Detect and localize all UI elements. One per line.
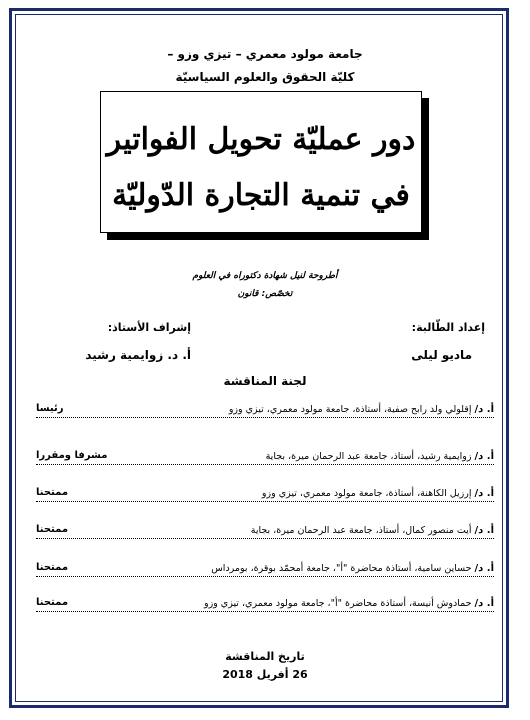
member-details: أيت منصور كمال، أستاذ، جامعة عبد الرحمان ميرة، بجاية <box>250 525 472 536</box>
thesis-degree: أطروحة لنيل شهادة دكتوراه في العلوم <box>192 271 338 281</box>
defense-date-label: تاريخ المناقشة <box>225 650 305 663</box>
dotted-leader <box>36 464 494 465</box>
committee-member-3 <box>36 488 494 506</box>
university-name: جامعة مولود معمري – تيزي وزو – <box>167 47 363 61</box>
member-role: ممتحنا <box>36 524 69 535</box>
committee-member-1 <box>36 404 494 422</box>
member-prefix: أ. د/ <box>474 451 494 462</box>
student-name: ماديو ليلى <box>411 348 472 362</box>
faculty-name: كليّة الحقوق والعلوم السياسيّة <box>175 70 355 84</box>
member-prefix: أ. د/ <box>474 598 494 609</box>
member-prefix: أ. د/ <box>474 488 494 499</box>
dotted-leader <box>36 611 494 612</box>
defense-date: 26 أفريل 2018 <box>222 668 308 681</box>
supervisor-label: إشراف الأستاذ: <box>107 321 191 334</box>
dotted-leader <box>36 501 494 502</box>
committee-member-4 <box>36 525 494 543</box>
member-prefix: أ. د/ <box>474 563 494 574</box>
member-details: حمادوش أنيسة، أستاذة محاضرة "أ"، جامعة مولود معمري، تيزي وزو <box>203 598 472 609</box>
member-role: ممتحنا <box>36 487 69 498</box>
member-role: ممتحنا <box>36 562 69 573</box>
member-prefix: أ. د/ <box>474 404 494 415</box>
committee-member-6 <box>36 598 494 616</box>
member-details: إقلولي ولد رابح صفية، أستاذة، جامعة مولود معمري، تيزي وزو <box>228 404 472 415</box>
member-role: ممتحنا <box>36 597 69 608</box>
member-details: إرزيل الكاهنة، أستاذة، جامعة مولود معمري، تيزي وزو <box>261 488 472 499</box>
member-role: مشرفا ومقررا <box>36 450 108 461</box>
student-label: إعداد الطّالبة: <box>411 321 485 334</box>
member-details: حساين سامية، أستاذة محاضرة "أ"، جامعة أمحمّد بوقرة، بومرداس <box>211 563 472 574</box>
supervisor-name: أ. د. زوايمية رشيد <box>85 348 191 362</box>
title-line-2: في تنمية التجارة الدّوليّة <box>112 178 410 213</box>
member-role: رئيسا <box>36 403 64 414</box>
dotted-leader <box>36 538 494 539</box>
member-details: زوايمية رشيد، أستاذ، جامعة عبد الرحمان ميرة، بجاية <box>265 451 472 462</box>
dotted-leader <box>36 576 494 577</box>
dotted-leader <box>36 417 494 418</box>
thesis-specialty: تخصّص: قانون <box>237 289 293 299</box>
committee-member-5 <box>36 563 494 581</box>
committee-member-2 <box>36 451 494 469</box>
member-prefix: أ. د/ <box>474 525 494 536</box>
title-line-1: دور عمليّة تحويل الفواتير <box>106 122 416 157</box>
committee-title: لجنة المناقشة <box>223 374 307 388</box>
